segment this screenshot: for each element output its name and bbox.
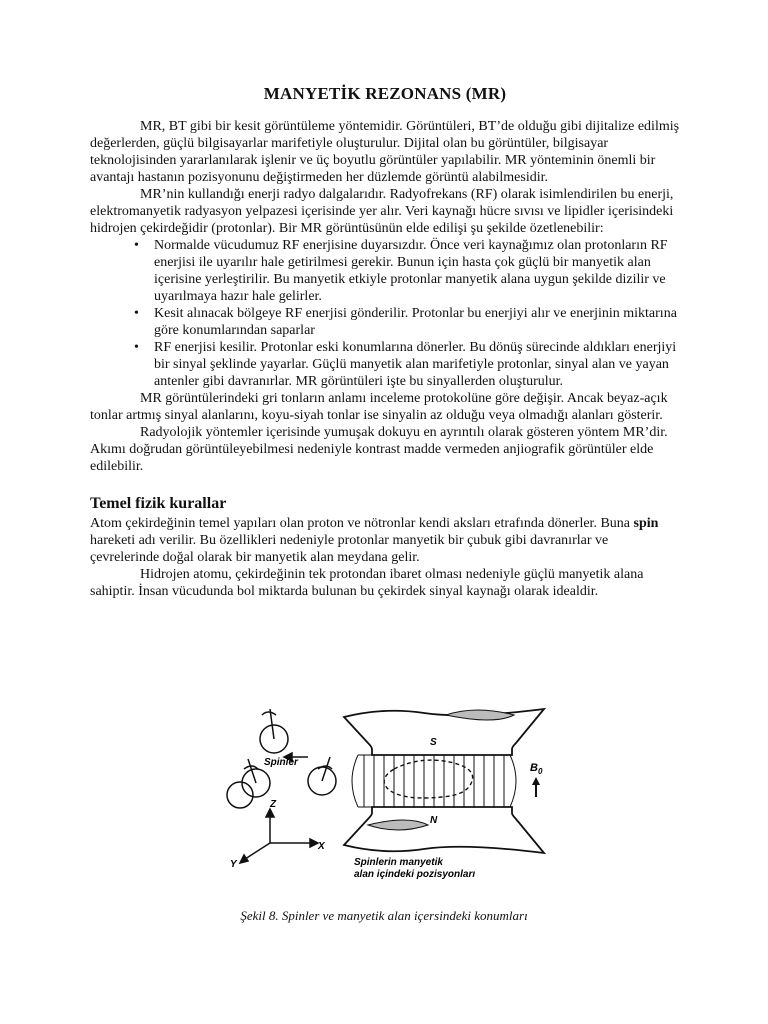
- figure-illustration: [218, 697, 552, 893]
- b0-main: B: [530, 762, 538, 774]
- paragraph-hydrogen: Hidrojen atomu, çekirdeğinin tek protondan ibaret olması nedeniyle güçlü manyetik alana sahiptir. İnsan vücudunda bol miktarda bulunan bu çekirdek sinyal kaynağı olarak idealdir.: [90, 567, 644, 599]
- paragraph-spin-text-2: hareketi adı verilir. Bu özellikleri nedeniyle protonlar manyetik bir çubuk gibi davranırlar ve çevrelerinde doğal olarak bir manyetik alan meydana gelir.: [90, 533, 609, 565]
- body-outline: [384, 760, 472, 798]
- list-item: [90, 339, 680, 390]
- xyz-axes: [240, 809, 318, 863]
- paragraph-intro: MR, BT gibi bir kesit görüntüleme yöntemidir. Görüntüleri, BT’de olduğu gibi dijitalize edilmiş değerlerden, güçlü bilgisayarlar marifetiyle oluşturulur. Dijital olan bu görüntüler, bilgisayar teknolojisinden yararlanılarak işlenir ve üç boyutlu görüntüler yapılabilir. MR yönteminin önemli bir avantajı hastanın pozisyonunu değiştirmeden her düzlemde görüntü alabilmesidir.: [90, 119, 680, 185]
- list-item: [90, 237, 680, 305]
- paragraph-spin: [90, 515, 680, 566]
- pole-s-label: S: [430, 737, 437, 748]
- paragraph-gray-tones: MR görüntülerindeki gri tonların anlamı inceleme protokolüne göre değişir. Ancak beyaz-açık tonlar artmış sinyal alanlarını, koyu-siyah tonlar ise sinyalin az olduğu veya olmadığı alanları gösterir.: [90, 391, 668, 423]
- figure-label-line2: alan içindeki pozisyonları: [354, 869, 476, 880]
- page-title: MANYETİK REZONANS (MR): [263, 84, 507, 103]
- b0-label: [530, 762, 543, 776]
- process-list: [90, 237, 680, 390]
- document-page: [90, 84, 680, 600]
- list-item: [90, 305, 680, 339]
- paragraph-rf-energy: MR’nin kullandığı enerji radyo dalgalarıdır. Radyofrekans (RF) olarak isimlendirilen bu enerji, elektromanyetik radyasyon yelpazesi içerisinde yer alır. Veri kaynağı hücre sıvısı ve lipidler içerisindeki hidrojen çekirdeğidir (protonlar). Bir MR görüntüsünün elde edilişi şu şekilde özetlenebilir:: [90, 187, 674, 236]
- paragraph-soft-tissue: Radyolojik yöntemler içerisinde yumuşak dokuyu en ayrıntılı olarak gösteren yöntem MR’dir. Akımı doğrudan görüntüleyebilmesi nedeniyle kontrast madde vermeden anjiografik görüntüler elde edilebilir.: [90, 425, 668, 474]
- bullet-icon: •: [134, 238, 139, 253]
- b0-subscript: 0: [537, 767, 543, 776]
- pole-n-label: N: [430, 815, 438, 826]
- list-item-text: Kesit alınacak bölgeye RF enerjisi gönderilir. Protonlar bu enerjiyi alır ve enerjinin miktarına göre konumlarından saparlar: [154, 306, 677, 338]
- b0-arrowhead-icon: [532, 777, 540, 785]
- spin-magnet-figure: [218, 697, 552, 893]
- figure-caption: Şekil 8. Spinler ve manyetik alan içersindeki konumları: [240, 908, 528, 923]
- axis-y-label: Y: [230, 859, 237, 870]
- paragraph-spin-text-1: Atom çekirdeğinin temel yapıları olan proton ve nötronlar kendi aksları etrafında dönerler. Buna: [90, 516, 634, 531]
- list-item-text: RF enerjisi kesilir. Protonlar eski konumlarına dönerler. Bu dönüş sürecinde aldıkları enerjiyi bir sinyal şeklinde yayarlar. Güçlü manyetik alan marifetiyle protonlar, sinyal alan ve yayan antenler gibi davranırlar. MR görüntüleri işte bu sinyallerden oluşturulur.: [154, 340, 677, 389]
- bullet-icon: •: [134, 340, 139, 355]
- section-heading: Temel fizik kurallar: [90, 495, 227, 512]
- bullet-icon: •: [134, 306, 139, 321]
- figure-label-line1: Spinlerin manyetik: [354, 857, 443, 868]
- spinler-label: Spinler: [264, 757, 298, 768]
- axis-x-label: X: [318, 841, 325, 852]
- field-lines: [352, 755, 516, 807]
- list-item-text: Normalde vücudumuz RF enerjisine duyarsızdır. Önce veri kaynağımız olan protonların RF enerjisi ile uyarılır hale getirilmesi gerekir. Bunun için hasta çok güçlü bir manyetik alan içerisine yerleştirilir. Bu manyetik etkiyle protonlar manyetik alana uygun şekilde dizilir ve uyarılmaya hazır hale gelirler.: [154, 238, 668, 304]
- spin-term: spin: [633, 516, 659, 531]
- axis-z-label: Z: [270, 799, 277, 810]
